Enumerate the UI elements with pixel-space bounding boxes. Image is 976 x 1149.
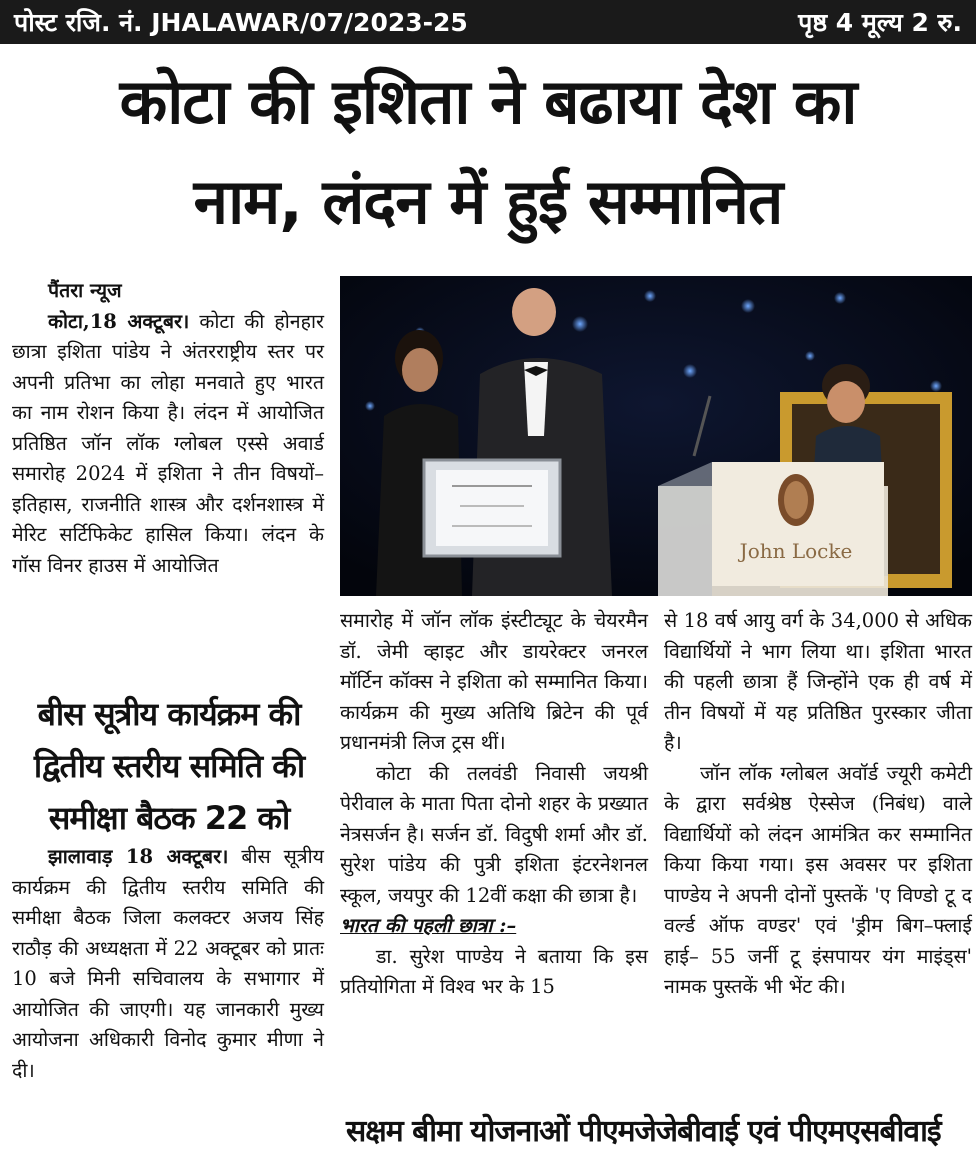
article2-dateline: झालावाड़ 18 अक्टूबर। <box>48 845 229 868</box>
byline: पैंतरा न्यूज <box>48 279 122 302</box>
column3-paragraph-1: से 18 वर्ष आयु वर्ग के 34,000 से अधिक विद्यार्थियों ने भाग लिया था। इशिता भारत की पहली छात्रा हैं जिन्होंने एक ही वर्ष में तीन विषयों में यह प्रतिष्ठित पुरस्कार जीता है। <box>664 609 972 754</box>
headline-line-2: नाम, लंदन में हुई सम्मानित <box>193 165 783 238</box>
masthead-registration: पोस्ट रजि. नं. JHALAWAR/07/2023-25 <box>14 8 468 37</box>
article3-headline: सक्षम बीमा योजनाओं पीएमजेजेबीवाई एवं पीएमएसबीवाई <box>346 1114 941 1149</box>
article1-column1 <box>12 276 324 581</box>
column2-paragraph-1: समारोह में जॉन लॉक इंस्टीट्यूट के चेयरमैन डॉ. जेमी व्हाइट और डायरेक्टर जनरल मॉर्टिन कॉक्स ने इशिता को सम्मानित किया। कार्यक्रम की मुख्य अतिथि ब्रिटेन की पूर्व प्रधानमंत्री लिज ट्रस थीं। <box>340 609 648 754</box>
article1-column2 <box>340 606 648 1003</box>
article2-text: बीस सूत्रीय कार्यक्रम की द्वितीय स्तरीय समिति की समीक्षा बैठक जिला कलक्टर अजय सिंह राठौड़ की अध्यक्षता में 22 अक्टूबर को प्रातः 10 बजे मिनी सचिवालय के सभागार में आयोजित की जाएगी। यह जानकारी मुख्य आयोजना अधिकारी विनोद कुमार मीणा ने दी। <box>12 845 324 1082</box>
award-photo <box>340 276 972 596</box>
column3-paragraph-2: जॉन लॉक ग्लोबल अवॉर्ड ज्यूरी कमेटी के द्वारा सर्वश्रेष्ठ ऐस्सेज (निबंध) वाले विद्यार्थियों को लंदन आमंत्रित कर सम्मानित किया किया गया। इस अवसर पर इशिता पाण्डेय ने अपनी दोनों पुस्तकें 'ए विण्डो टू द वर्ल्ड ऑफ वण्डर' एवं 'ड्रीम बिग–फ्लाई हाई– 55 जर्नी टू इंसपायर यंग माइंड्स' नामक पुस्तकें भी भेंट की। <box>664 761 972 998</box>
column2-paragraph-2: कोटा की तलवंडी निवासी जयश्री पेरीवाल के माता पिता दोनो शहर के प्रख्यात नेत्रसर्जन है। सर्जन डॉ. विदुषी शर्मा और डॉ. सुरेश पांडेय की पुत्री इशिता इंटरनेशनल स्कूल, जयपुर की 12वीं कक्षा की छात्रा है। <box>340 761 648 907</box>
article2-headline: बीस सूत्रीय कार्यक्रम की द्वितीय स्तरीय समिति की समीक्षा बैठक 22 को <box>33 695 305 837</box>
dateline: कोटा,18 अक्टूबर। <box>48 309 190 333</box>
main-headline <box>0 52 976 252</box>
article2-body <box>12 842 324 1086</box>
masthead-page-price: पृष्ठ 4 मूल्य 2 रु. <box>798 8 962 37</box>
article1-lead-paragraph <box>12 307 324 582</box>
section-heading-first-student: भारत की पहली छात्रा :– <box>340 914 517 937</box>
article1-column3 <box>664 606 972 1003</box>
masthead-bar <box>0 0 976 44</box>
lead-text: कोटा की होनहार छात्रा इशिता पांडेय ने अंतरराष्ट्रीय स्तर पर अपनी प्रतिभा का लोहा मनवाते हुए भारत का नाम रोशन किया है। लंदन में आयोजित प्रतिष्ठित जॉन लॉक ग्लोबल एस्से अवार्ड समारोह 2024 में इशिता ने तीन विषयों–इतिहास, राजनीति शास्त्र और दर्शनशास्त्र में मेरिट सर्टिफिकेट हासिल किया। लंदन के गॉस विनर हाउस में आयोजित <box>12 309 324 577</box>
article2-paragraph <box>12 842 324 1086</box>
podium-label: John Locke <box>739 539 853 563</box>
column2-paragraph-3: डा. सुरेश पाण्डेय ने बताया कि इस प्रतियोगिता में विश्व भर के 15 <box>340 944 648 998</box>
award-ceremony-illustration <box>340 276 972 596</box>
headline-line-1: कोटा की इशिता ने बढाया देश का <box>119 65 857 138</box>
